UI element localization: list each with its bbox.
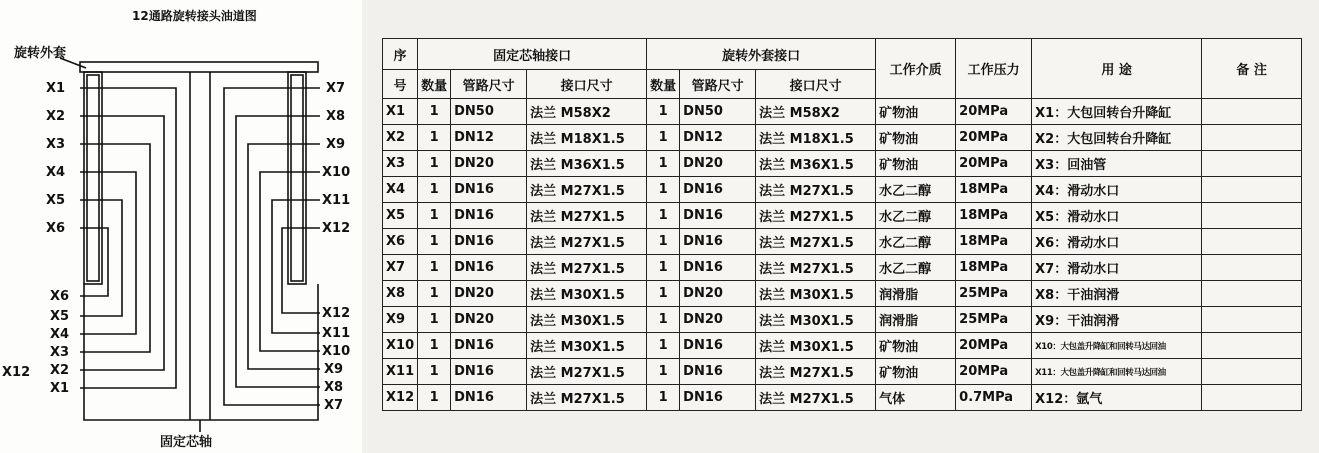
medium-cell: 矿物油 — [876, 151, 956, 177]
row-id-cell: X4 — [383, 177, 418, 203]
channel-x3-left — [80, 144, 150, 352]
row-id-cell: X7 — [383, 255, 418, 281]
rotating-qty-cell: 1 — [647, 177, 680, 203]
remark-header: 备 注 — [1202, 39, 1302, 99]
usage-cell: X7：滑动水口 — [1032, 255, 1202, 281]
port-label: X3 — [50, 345, 70, 360]
rotating-qty-cell: 1 — [647, 385, 680, 411]
medium-cell: 矿物油 — [876, 99, 956, 125]
port-label: X1 — [50, 381, 70, 396]
fixed-qty-cell: 1 — [418, 177, 451, 203]
table-row — [383, 359, 1302, 385]
row-id-cell: X10 — [383, 333, 418, 359]
outer-sleeve-label: 旋转外套 — [14, 46, 67, 61]
port-size-header: 接口尺寸 — [756, 70, 876, 99]
oil-channel-diagram — [0, 0, 362, 453]
usage-cell: X9：干油润滑 — [1032, 307, 1202, 333]
port-label: X8 — [324, 380, 344, 395]
rotating-qty-cell: 1 — [647, 151, 680, 177]
remark-cell — [1202, 99, 1302, 125]
rotating-port-size-cell: 法兰 M36X1.5 — [756, 151, 876, 177]
port-label: X10 — [322, 344, 351, 359]
fixed-pipe-size-cell: DN16 — [451, 255, 527, 281]
fixed-pipe-size-cell: DN16 — [451, 177, 527, 203]
fixed-port-size-cell: 法兰 M18X1.5 — [527, 125, 647, 151]
remark-cell — [1202, 359, 1302, 385]
pressure-cell: 18MPa — [956, 255, 1032, 281]
medium-cell: 水乙二醇 — [876, 255, 956, 281]
table-row — [383, 99, 1302, 125]
port-label: X12 — [322, 221, 351, 236]
remark-cell — [1202, 151, 1302, 177]
medium-cell: 润滑脂 — [876, 307, 956, 333]
usage-cell: X10：大包盖升降缸和回转马达回油 — [1032, 333, 1202, 359]
rotating-pipe-size-cell: DN16 — [680, 359, 756, 385]
table-row — [383, 255, 1302, 281]
port-label: X9 — [326, 137, 346, 152]
row-id-cell: X11 — [383, 359, 418, 385]
port-label: X6 — [50, 289, 70, 304]
rotating-qty-cell: 1 — [647, 229, 680, 255]
fixed-pipe-size-cell: DN20 — [451, 307, 527, 333]
fixed-pipe-size-cell: DN16 — [451, 203, 527, 229]
fixed-port-size-cell: 法兰 M58X2 — [527, 99, 647, 125]
fixed-pipe-size-cell: DN12 — [451, 125, 527, 151]
rotating-qty-cell: 1 — [647, 359, 680, 385]
rotating-port-size-cell: 法兰 M27X1.5 — [756, 385, 876, 411]
row-id-cell: X2 — [383, 125, 418, 151]
pressure-cell: 0.7MPa — [956, 385, 1032, 411]
rotating-port-size-cell: 法兰 M27X1.5 — [756, 359, 876, 385]
spec-table-body — [383, 99, 1302, 411]
channel-x10-right — [260, 172, 320, 351]
port-label: X3 — [46, 137, 66, 152]
fixed-qty-cell: 1 — [418, 333, 451, 359]
rotating-qty-cell: 1 — [647, 203, 680, 229]
channel-x9-right — [248, 144, 320, 369]
port-label: X4 — [46, 165, 66, 180]
seq-header-top: 序 — [383, 39, 418, 70]
table-row — [383, 281, 1302, 307]
table-row — [383, 125, 1302, 151]
fixed-port-size-cell: 法兰 M27X1.5 — [527, 177, 647, 203]
core-label: 固定芯轴 — [160, 435, 213, 450]
pressure-cell: 20MPa — [956, 125, 1032, 151]
medium-cell: 矿物油 — [876, 359, 956, 385]
rotating-pipe-size-cell: DN20 — [680, 151, 756, 177]
port-size-header: 接口尺寸 — [527, 70, 647, 99]
medium-cell: 水乙二醇 — [876, 229, 956, 255]
medium-cell: 矿物油 — [876, 333, 956, 359]
rotating-qty-cell: 1 — [647, 307, 680, 333]
diagram-title: 12通路旋转接头油道图 — [132, 9, 257, 23]
row-id-cell: X3 — [383, 151, 418, 177]
rotating-port-size-cell: 法兰 M27X1.5 — [756, 229, 876, 255]
table-row — [383, 229, 1302, 255]
fixed-port-size-cell: 法兰 M27X1.5 — [527, 203, 647, 229]
port-label: X8 — [326, 109, 346, 124]
fixed-qty-cell: 1 — [418, 125, 451, 151]
rotating-qty-cell: 1 — [647, 125, 680, 151]
port-spec-table — [382, 38, 1302, 411]
remark-cell — [1202, 281, 1302, 307]
port-label: X10 — [322, 165, 351, 180]
spec-sheet — [362, 0, 1319, 453]
row-id-cell: X1 — [383, 99, 418, 125]
usage-cell: X3：回油管 — [1032, 151, 1202, 177]
usage-cell: X1：大包回转台升降缸 — [1032, 99, 1202, 125]
fixed-pipe-size-cell: DN16 — [451, 333, 527, 359]
fixed-pipe-size-cell: DN20 — [451, 281, 527, 307]
fixed-pipe-size-cell: DN20 — [451, 151, 527, 177]
fixed-pipe-size-cell: DN16 — [451, 359, 527, 385]
fixed-port-size-cell: 法兰 M36X1.5 — [527, 151, 647, 177]
rotating-pipe-size-cell: DN20 — [680, 307, 756, 333]
rotating-port-size-cell: 法兰 M27X1.5 — [756, 177, 876, 203]
pressure-cell: 18MPa — [956, 203, 1032, 229]
medium-header: 工作介质 — [876, 39, 956, 99]
usage-cell: X5：滑动水口 — [1032, 203, 1202, 229]
fixed-qty-cell: 1 — [418, 229, 451, 255]
channel-x1-left — [80, 88, 176, 388]
fixed-qty-cell: 1 — [418, 203, 451, 229]
pressure-cell: 20MPa — [956, 333, 1032, 359]
rotating-pipe-size-cell: DN16 — [680, 229, 756, 255]
rotating-pipe-size-cell: DN16 — [680, 385, 756, 411]
seq-header-bottom: 号 — [383, 70, 418, 99]
medium-cell: 气体 — [876, 385, 956, 411]
medium-cell: 水乙二醇 — [876, 203, 956, 229]
fixed-port-size-cell: 法兰 M27X1.5 — [527, 229, 647, 255]
remark-cell — [1202, 255, 1302, 281]
port-label: X7 — [326, 81, 346, 96]
rotating-pipe-size-cell: DN16 — [680, 333, 756, 359]
rotating-pipe-size-cell: DN20 — [680, 281, 756, 307]
fixed-qty-cell: 1 — [418, 359, 451, 385]
diagram-svg — [0, 0, 362, 453]
pressure-cell: 20MPa — [956, 151, 1032, 177]
rotating-port-size-cell: 法兰 M30X1.5 — [756, 333, 876, 359]
port-label: X7 — [324, 398, 344, 413]
pressure-cell: 25MPa — [956, 281, 1032, 307]
remark-cell — [1202, 125, 1302, 151]
remark-cell — [1202, 385, 1302, 411]
table-row — [383, 177, 1302, 203]
fixed-port-size-cell: 法兰 M27X1.5 — [527, 385, 647, 411]
pipe-size-header: 管路尺寸 — [680, 70, 756, 99]
rotating-port-size-cell: 法兰 M30X1.5 — [756, 307, 876, 333]
port-label: X4 — [50, 327, 70, 342]
pipe-size-header: 管路尺寸 — [451, 70, 527, 99]
fixed-port-size-cell: 法兰 M30X1.5 — [527, 281, 647, 307]
rotating-port-size-cell: 法兰 M27X1.5 — [756, 203, 876, 229]
table-row — [383, 203, 1302, 229]
rotating-qty-cell: 1 — [647, 281, 680, 307]
port-label: X5 — [46, 193, 66, 208]
remark-cell — [1202, 333, 1302, 359]
right-sleeve-inner — [291, 75, 303, 281]
port-label: X9 — [324, 362, 344, 377]
fixed-port-size-cell: 法兰 M30X1.5 — [527, 333, 647, 359]
medium-cell: 水乙二醇 — [876, 177, 956, 203]
row-id-cell: X6 — [383, 229, 418, 255]
fixed-pipe-size-cell: DN50 — [451, 99, 527, 125]
fixed-port-size-cell: 法兰 M27X1.5 — [527, 255, 647, 281]
rotating-qty-cell: 1 — [647, 333, 680, 359]
remark-cell — [1202, 177, 1302, 203]
pressure-cell: 20MPa — [956, 359, 1032, 385]
pressure-cell: 18MPa — [956, 177, 1032, 203]
row-id-cell: X8 — [383, 281, 418, 307]
usage-cell: X6：滑动水口 — [1032, 229, 1202, 255]
qty-header: 数量 — [647, 70, 680, 99]
row-id-cell: X12 — [383, 385, 418, 411]
fixed-qty-cell: 1 — [418, 281, 451, 307]
port-label: X12 — [322, 306, 351, 321]
remark-cell — [1202, 307, 1302, 333]
port-label: X11 — [322, 193, 351, 208]
rotating-pipe-size-cell: DN16 — [680, 255, 756, 281]
rotating-qty-cell: 1 — [647, 255, 680, 281]
pressure-cell: 20MPa — [956, 99, 1032, 125]
fixed-port-size-cell: 法兰 M27X1.5 — [527, 359, 647, 385]
usage-cell: X4：滑动水口 — [1032, 177, 1202, 203]
fixed-qty-cell: 1 — [418, 307, 451, 333]
rotating-pipe-size-cell: DN50 — [680, 99, 756, 125]
fixed-qty-cell: 1 — [418, 255, 451, 281]
table-row — [383, 333, 1302, 359]
row-id-cell: X5 — [383, 203, 418, 229]
port-label: X5 — [50, 309, 70, 324]
row-id-cell: X9 — [383, 307, 418, 333]
fixed-pipe-size-cell: DN16 — [451, 385, 527, 411]
usage-cell: X2：大包回转台升降缸 — [1032, 125, 1202, 151]
qty-header: 数量 — [418, 70, 451, 99]
fixed-qty-cell: 1 — [418, 99, 451, 125]
port-label: X6 — [46, 221, 66, 236]
rotating-qty-cell: 1 — [647, 99, 680, 125]
table-row — [383, 385, 1302, 411]
rotating-port-size-cell: 法兰 M58X2 — [756, 99, 876, 125]
remark-cell — [1202, 203, 1302, 229]
usage-cell: X8：干油润滑 — [1032, 281, 1202, 307]
fixed-pipe-size-cell: DN16 — [451, 229, 527, 255]
table-row — [383, 307, 1302, 333]
rotating-sleeve-group-header: 旋转外套接口 — [647, 39, 876, 70]
rotating-port-size-cell: 法兰 M18X1.5 — [756, 125, 876, 151]
pressure-cell: 18MPa — [956, 229, 1032, 255]
medium-cell: 矿物油 — [876, 125, 956, 151]
remark-cell — [1202, 229, 1302, 255]
top-cap — [80, 62, 318, 72]
rotating-port-size-cell: 法兰 M27X1.5 — [756, 255, 876, 281]
port-label: X1 — [46, 81, 66, 96]
rotating-port-size-cell: 法兰 M30X1.5 — [756, 281, 876, 307]
fixed-qty-cell: 1 — [418, 385, 451, 411]
rotating-pipe-size-cell: DN16 — [680, 177, 756, 203]
port-label: X2 — [50, 363, 70, 378]
fixed-port-size-cell: 法兰 M30X1.5 — [527, 307, 647, 333]
fixed-qty-cell: 1 — [418, 151, 451, 177]
pressure-cell: 25MPa — [956, 307, 1032, 333]
left-sleeve-inner — [87, 75, 99, 281]
port-label: X11 — [322, 326, 351, 341]
fixed-core-group-header: 固定芯轴接口 — [418, 39, 647, 70]
table-row — [383, 151, 1302, 177]
rotating-pipe-size-cell: DN16 — [680, 203, 756, 229]
rotating-pipe-size-cell: DN12 — [680, 125, 756, 151]
medium-cell: 润滑脂 — [876, 281, 956, 307]
stray-port-label: X12 — [2, 365, 31, 380]
core-shaft — [190, 72, 210, 420]
pressure-header: 工作压力 — [956, 39, 1032, 99]
usage-header: 用 途 — [1032, 39, 1202, 99]
usage-cell: X11：大包盖升降缸和回转马达回油 — [1032, 359, 1202, 385]
usage-cell: X12：氩气 — [1032, 385, 1202, 411]
port-label: X2 — [46, 109, 66, 124]
